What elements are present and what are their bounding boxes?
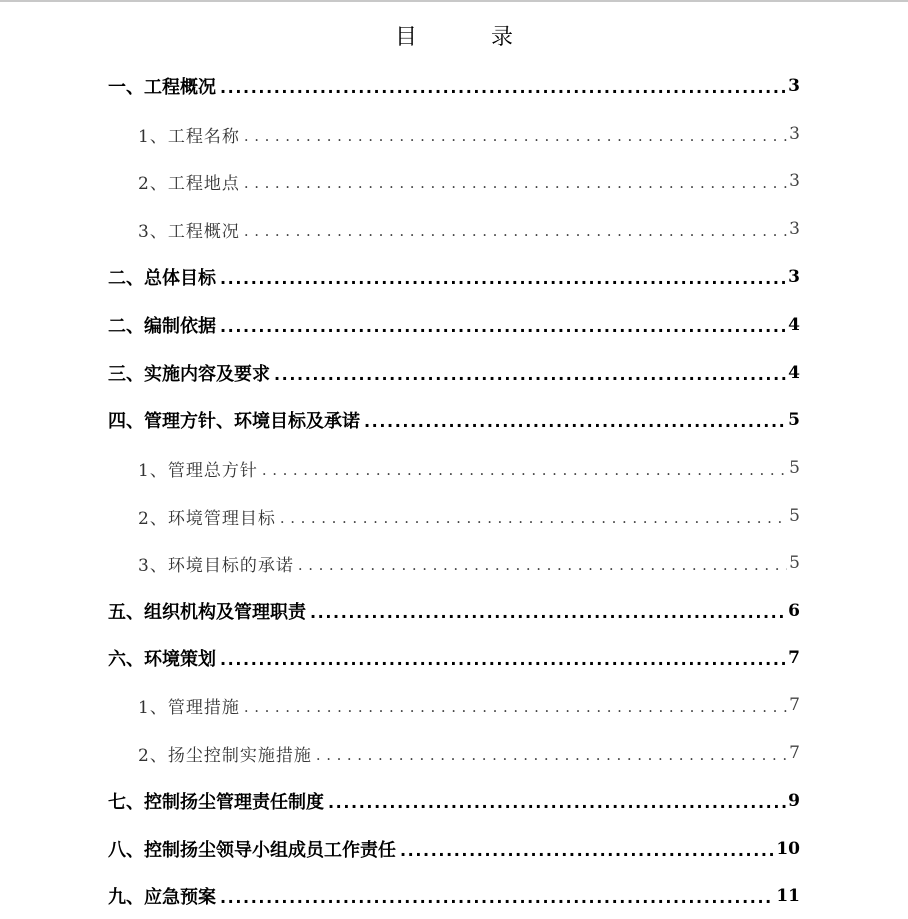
toc-entry-label: 八、控制扬尘领导小组成员工作责任 <box>108 840 396 861</box>
toc-entry-label: 2、工程地点 <box>138 173 240 194</box>
toc-page-number: 4 <box>788 363 800 383</box>
toc-entry[interactable] <box>0 453 908 483</box>
toc-page-number: 10 <box>776 839 800 859</box>
toc-entry-label: 七、控制扬尘管理责任制度 <box>108 792 324 813</box>
toc-page-number: 9 <box>788 791 800 811</box>
toc-page-number: 6 <box>788 601 800 621</box>
toc-entry[interactable] <box>0 881 908 911</box>
toc-entry[interactable] <box>0 548 908 578</box>
toc-entry[interactable] <box>0 643 908 673</box>
toc-entry[interactable] <box>0 262 908 292</box>
toc-entry-label: 二、编制依据 <box>108 316 216 337</box>
toc-page-number: 3 <box>788 76 800 96</box>
toc-leader-dots <box>244 119 787 149</box>
toc-entry-label: 2、环境管理目标 <box>138 508 276 529</box>
toc-entry[interactable] <box>0 214 908 244</box>
toc-entry-label: 五、组织机构及管理职责 <box>108 602 306 623</box>
toc-leader-dots <box>244 690 787 720</box>
toc-entry[interactable] <box>0 501 908 531</box>
toc-entry[interactable] <box>0 405 908 435</box>
toc-entry-label: 二、总体目标 <box>108 268 216 289</box>
toc-page-number: 5 <box>789 553 800 573</box>
toc-page-number: 3 <box>789 171 800 191</box>
toc-entry-label: 2、扬尘控制实施措施 <box>138 745 312 766</box>
toc-entry[interactable] <box>0 596 908 626</box>
toc-entry[interactable] <box>0 358 908 388</box>
toc-entry-label: 1、管理总方针 <box>138 460 258 481</box>
toc-leader-dots <box>220 262 786 292</box>
toc-entry-label: 3、工程概况 <box>138 221 240 242</box>
toc-leader-dots <box>274 358 786 388</box>
toc-leader-dots <box>298 548 787 578</box>
toc-page-number: 3 <box>789 124 800 144</box>
toc-leader-dots <box>220 881 774 911</box>
toc-page-number: 7 <box>789 743 800 763</box>
toc-entry-label: 四、管理方针、环境目标及承诺 <box>108 411 360 432</box>
toc-leader-dots <box>310 596 786 626</box>
toc-entry-label: 九、应急预案 <box>108 887 216 908</box>
toc-leader-dots <box>400 834 774 864</box>
toc-entry[interactable] <box>0 310 908 340</box>
toc-entry[interactable] <box>0 690 908 720</box>
toc-entry-label: 1、管理措施 <box>138 697 240 718</box>
toc-entry[interactable] <box>0 786 908 816</box>
toc-entry-label: 一、工程概况 <box>108 77 216 98</box>
toc-entry[interactable] <box>0 834 908 864</box>
toc-page-number: 5 <box>789 506 800 526</box>
toc-page-number: 7 <box>789 695 800 715</box>
toc-page-number: 3 <box>789 219 800 239</box>
toc-entry-label: 1、工程名称 <box>138 126 240 147</box>
toc-page-number: 3 <box>788 267 800 287</box>
toc-leader-dots <box>328 786 786 816</box>
toc-leader-dots <box>244 214 787 244</box>
toc-entry[interactable] <box>0 166 908 196</box>
toc-entry-label: 3、环境目标的承诺 <box>138 555 294 576</box>
toc-leader-dots <box>244 166 787 196</box>
toc-leader-dots <box>316 738 787 768</box>
page-title: 目 录 <box>394 25 539 50</box>
toc-leader-dots <box>220 643 786 673</box>
toc-page-number: 11 <box>776 886 800 906</box>
toc-page-number: 4 <box>788 315 800 335</box>
toc-entry[interactable] <box>0 738 908 768</box>
toc-entry[interactable] <box>0 119 908 149</box>
toc-page-number: 5 <box>789 458 800 478</box>
toc-leader-dots <box>262 453 787 483</box>
toc-leader-dots <box>220 310 786 340</box>
toc-entry-label: 三、实施内容及要求 <box>108 364 270 385</box>
toc-entry-label: 六、环境策划 <box>108 649 216 670</box>
toc-leader-dots <box>364 405 786 435</box>
toc-page-number: 7 <box>788 648 800 668</box>
toc-entry[interactable] <box>0 71 908 101</box>
toc-leader-dots <box>220 71 786 101</box>
toc-page-number: 5 <box>788 410 800 430</box>
toc-leader-dots <box>280 501 787 531</box>
